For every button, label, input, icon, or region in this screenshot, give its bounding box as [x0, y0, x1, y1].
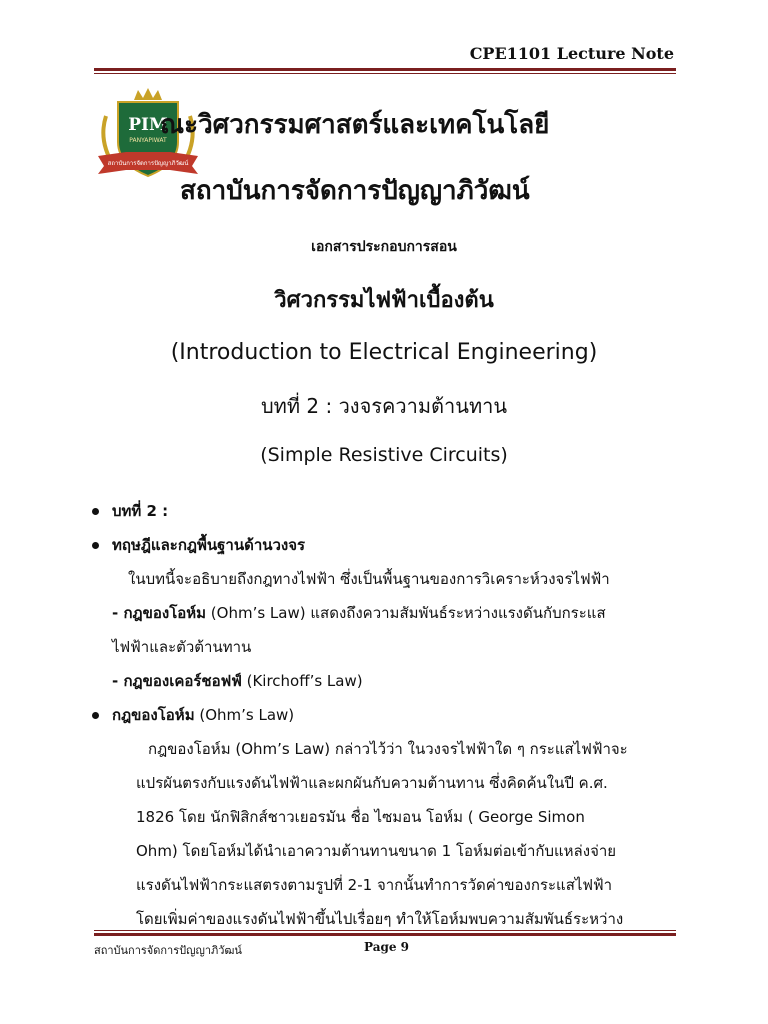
kirchoff-lead: - กฎของเคอร์ชอฟฟ์ [112, 672, 242, 690]
kirchoff-en: (Kirchoff’s Law) [241, 672, 363, 690]
logo-subtext: PANYAPIWAT [129, 137, 167, 144]
bullet-chapter [90, 494, 690, 528]
footer-rule-thin [94, 930, 676, 931]
ohm-paragraph-line-5: แรงดันไฟฟ้ากระแสตรงตามรูปที่ 2-1 จากนั้นทำการวัดค่าของกระแสไฟฟ้า [136, 876, 613, 894]
header-rule-thin [94, 73, 676, 74]
footer-institute: สถาบันการจัดการปัญญาภิวัฒน์ [94, 944, 242, 957]
kirchoff-summary [90, 664, 690, 698]
ohm-paragraph-line-2: แปรผันตรงกับแรงดันไฟฟ้าและผกผันกับความต้านทาน ซึ่งคิดค้นในปี ค.ศ. [136, 774, 608, 792]
institute-title: สถาบันการจัดการปัญญาภิวัฒน์ [180, 176, 530, 206]
bullet-theory [90, 528, 690, 562]
ohm-en: (Ohm’s Law) [206, 604, 306, 622]
ohm-lead: - กฎของโอห์ม [112, 604, 207, 622]
ohm-summary [90, 596, 690, 630]
bullet-ohm-lead: กฎของโอห์ม [112, 706, 195, 724]
chapter-english: (Simple Resistive Circuits) [260, 444, 508, 466]
logo-ribbon-text: สถาบันการจัดการปัญญาภิวัฒน์ [107, 160, 189, 167]
bullet-theory-text: ทฤษฎีและกฎพื้นฐานด้านวงจร [112, 536, 306, 554]
footer-rule [94, 933, 676, 936]
faculty-title [0, 104, 650, 145]
ohm-summary-cont: ไฟฟ้าและตัวต้านทาน [112, 638, 252, 656]
doc-type: เอกสารประกอบการสอน [311, 239, 457, 255]
header-rule [94, 68, 676, 71]
ohm-desc: แสดงถึงความสัมพันธ์ระหว่างแรงดันกับกระแส [305, 604, 606, 622]
content-body [90, 494, 690, 936]
course-header: CPE1101 Lecture Note [469, 44, 674, 63]
subject-thai: วิศวกรรมไฟฟ้าเบื้องต้น [274, 288, 494, 313]
ohm-paragraph-line-6: โดยเพิ่มค่าของแรงดันไฟฟ้าขึ้นไปเรื่อยๆ ทำให้โอห์มพบความสัมพันธ์ระหว่าง [136, 910, 624, 928]
logo-text: PIM [128, 115, 168, 135]
ohm-paragraph-line-4: Ohm) โดยโอห์มได้นำเอาความต้านทานขนาด 1 โอห์มต่อเข้ากับแหล่งจ่าย [136, 842, 617, 860]
ohm-paragraph-line-1: กฎของโอห์ม (Ohm’s Law) กล่าวไว้ว่า ในวงจรไฟฟ้าใด ๆ กระแสไฟฟ้าจะ [148, 740, 628, 758]
intro-paragraph: ในบทนี้จะอธิบายถึงกฎทางไฟฟ้า ซึ่งเป็นพื้นฐานของการวิเคราะห์วงจรไฟฟ้า [128, 570, 610, 588]
chapter-thai: บทที่ 2 : วงจรความต้านทาน [260, 394, 508, 418]
subject-english: (Introduction to Electrical Engineering) [170, 340, 598, 365]
bullet-chapter-text: บทที่ 2 : [112, 502, 169, 520]
faculty-title-text: ณะวิศวกรรมศาสตร์และเทคโนโลยี [160, 110, 550, 140]
ohm-paragraph-line-3: 1826 โดย นักฟิสิกส์ชาวเยอรมัน ชื่อ ไซมอน โอห์ม ( George Simon [136, 808, 585, 826]
page-number: Page 9 [364, 940, 410, 954]
bullet-ohm-en: (Ohm’s Law) [194, 706, 295, 724]
bullet-ohm [90, 698, 690, 732]
